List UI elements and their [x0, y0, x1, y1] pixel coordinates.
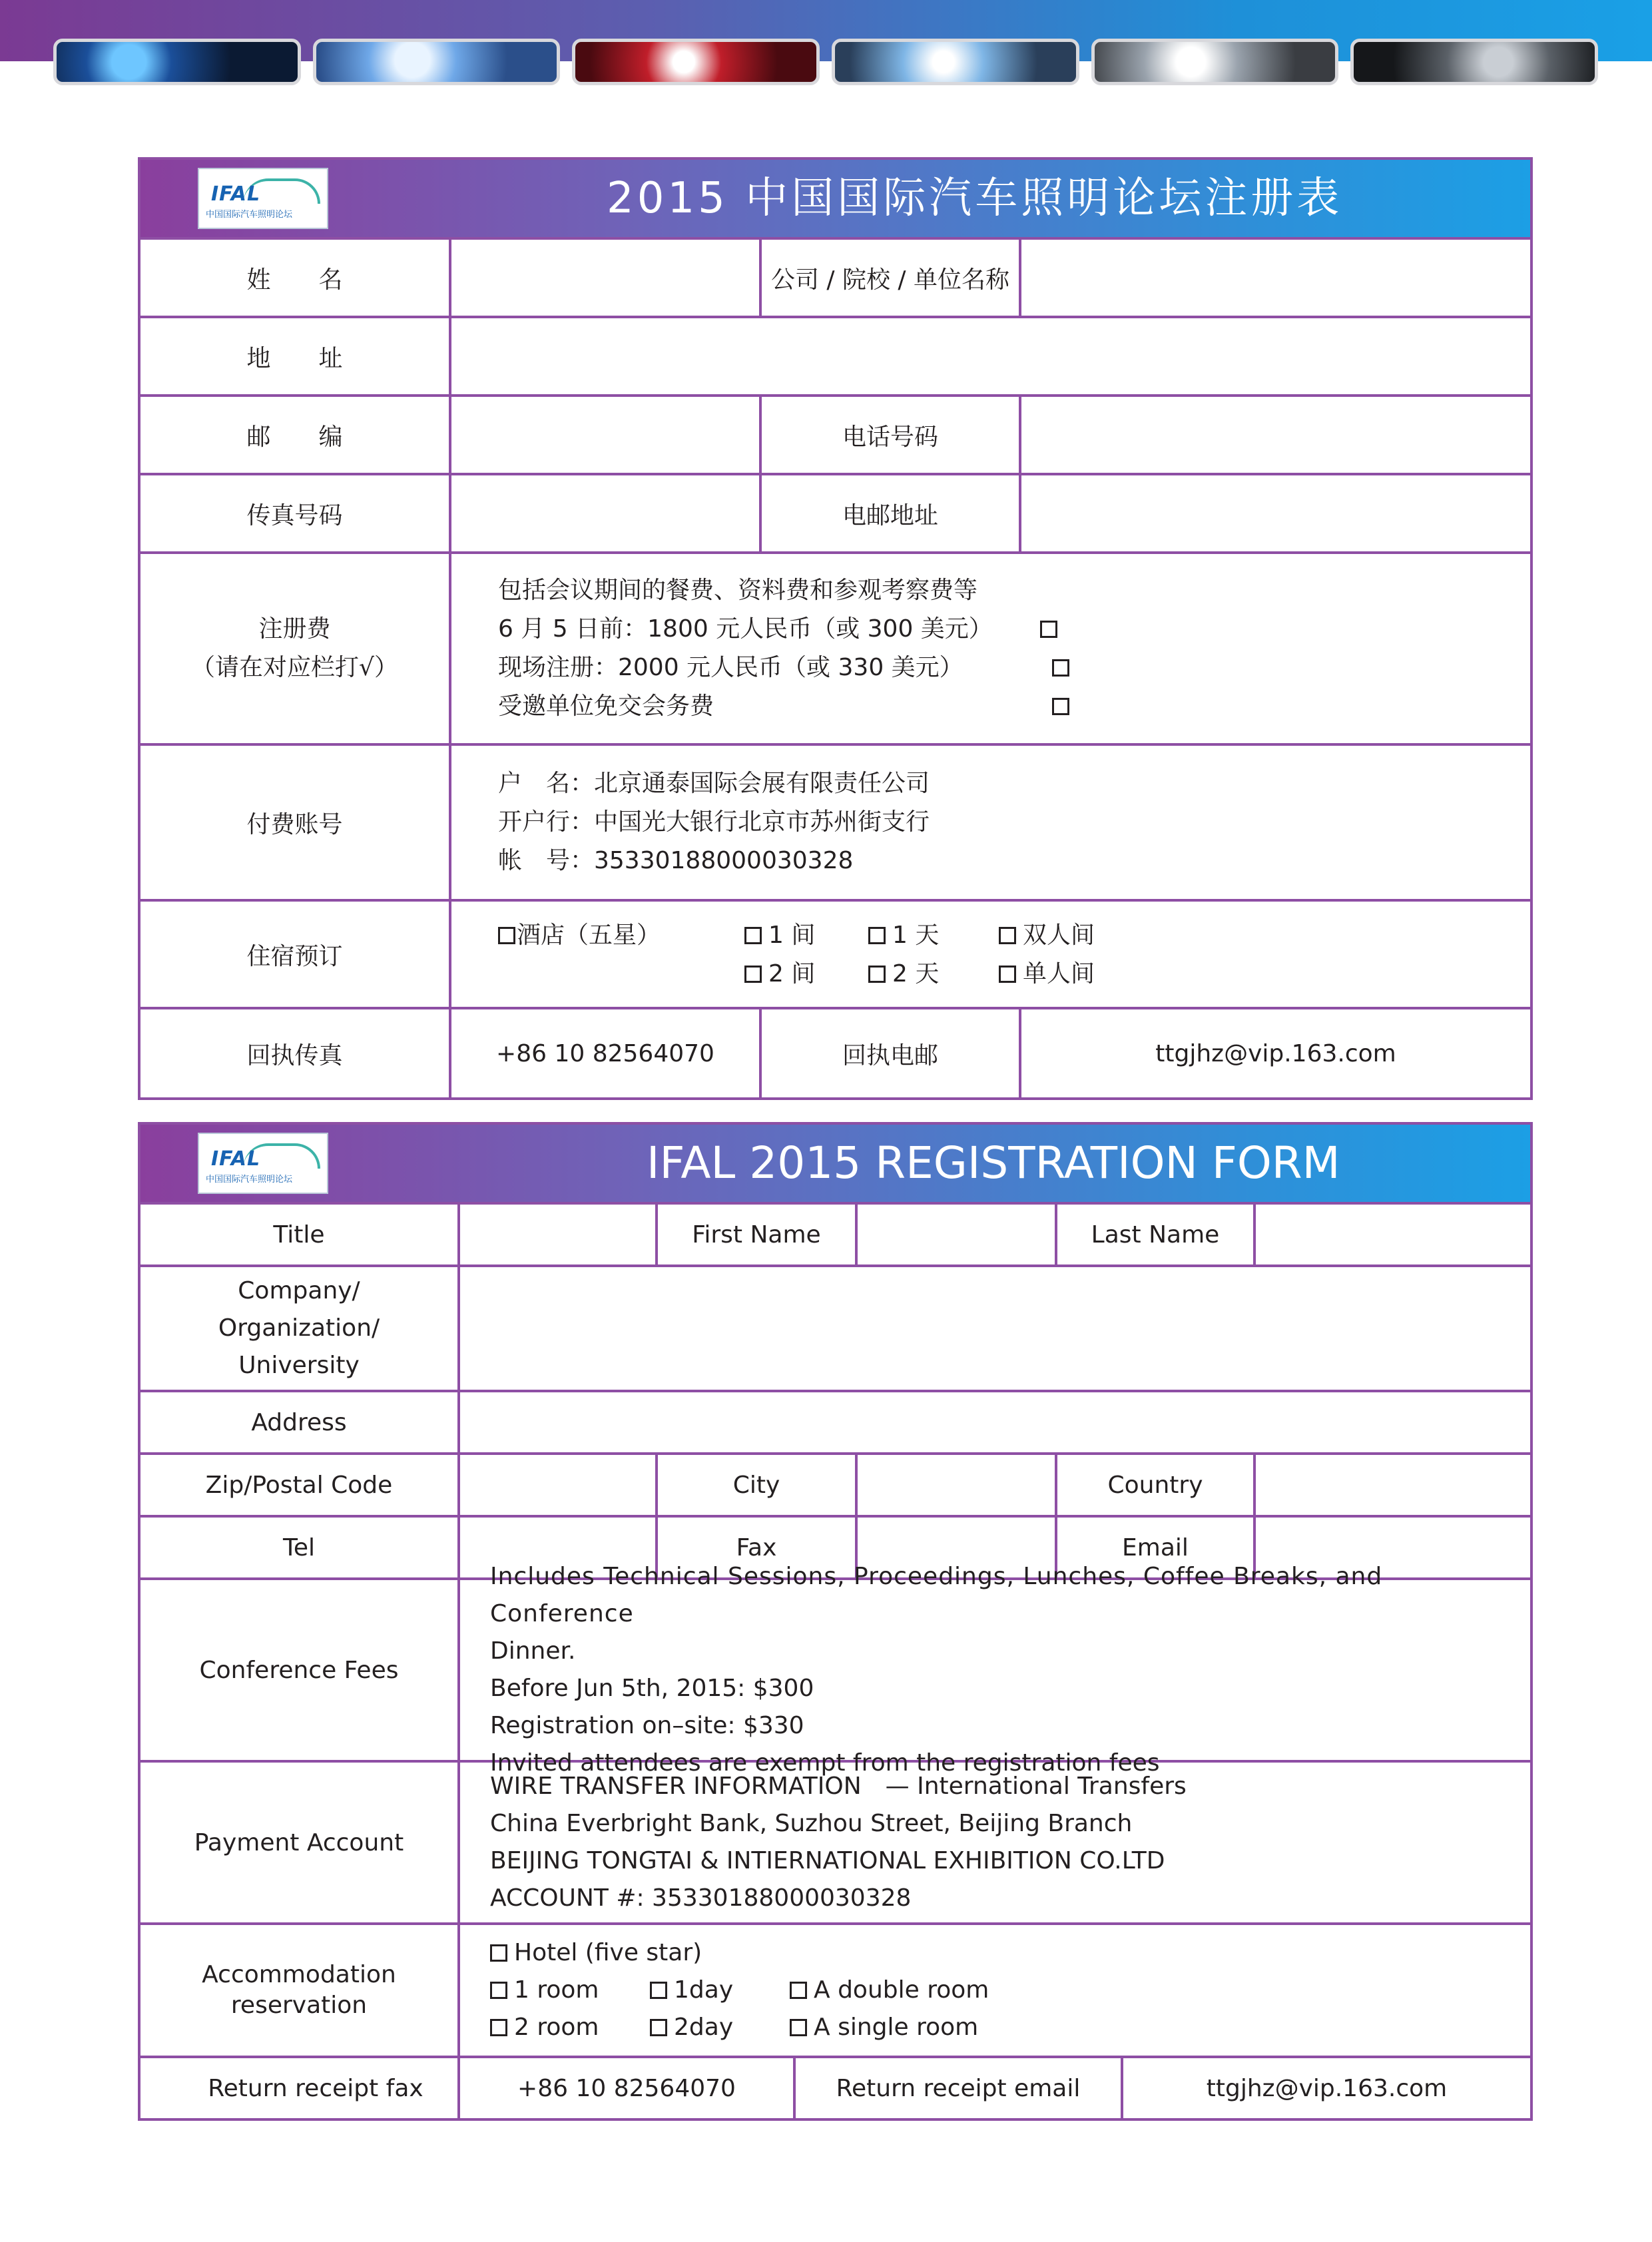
checkbox-icon[interactable] [868, 966, 886, 983]
fees-line: Before Jun 5th, 2015: $300 [490, 1675, 814, 1702]
checkbox-icon[interactable] [490, 1982, 507, 1999]
lodging-options [449, 902, 1530, 1007]
form-row [140, 743, 1530, 899]
form-row [140, 1760, 1530, 1922]
payment-line: China Everbright Bank, Suzhou Street, Beijing Branch [490, 1810, 1133, 1837]
payment-info [457, 1763, 1530, 1922]
fees-line: Registration on–site: $330 [490, 1712, 804, 1739]
english-registration-form [138, 1122, 1533, 2121]
receipt-fax-label: Return receipt fax [208, 2074, 423, 2102]
form-header [140, 1125, 1530, 1202]
company-label-line: Company/ [238, 1277, 360, 1304]
fee-option-invited[interactable] [498, 687, 1057, 726]
logo-text: IFAL [211, 1147, 261, 1171]
form-row [140, 237, 1530, 316]
accom-day2-option[interactable] [650, 2009, 790, 2046]
lodging-day2-label: 2 天 [892, 960, 940, 987]
lodging-day2-option[interactable] [868, 955, 999, 993]
name-label: 姓 名 [246, 266, 343, 294]
email-label: 电邮地址 [759, 475, 1019, 551]
fax-field[interactable] [449, 475, 759, 551]
form-title: IFAL 2015 REGISTRATION FORM [647, 1137, 1340, 1189]
headlight-photo [53, 39, 301, 85]
form-row [140, 316, 1530, 394]
accom-double-option[interactable] [790, 1972, 989, 2009]
accom-double-label: A double room [814, 1976, 989, 2004]
checkbox-icon[interactable] [744, 966, 762, 983]
checkbox-icon[interactable] [650, 2019, 667, 2036]
form-row [140, 473, 1530, 551]
form-header [140, 160, 1530, 237]
account-label: 付费账号 [246, 810, 343, 838]
company-label-line: University [238, 1352, 360, 1379]
accom-day1-label: 1day [674, 1976, 734, 2004]
receipt-email-label: Return receipt email [793, 2058, 1121, 2118]
checkbox-icon[interactable] [790, 2019, 807, 2036]
accom-label [140, 1925, 457, 2056]
address-label: Address [251, 1408, 347, 1436]
logo-subtitle: 中国国际汽车照明论坛 [206, 210, 293, 220]
checkbox-icon[interactable] [790, 1982, 807, 1999]
chinese-registration-form [138, 157, 1533, 1100]
lodging-label: 住宿预订 [246, 942, 343, 970]
accom-room2-option[interactable] [490, 2009, 650, 2046]
accom-hotel-option[interactable] [490, 1934, 702, 1972]
phone-field[interactable] [1019, 397, 1530, 473]
accom-room1-label: 1 room [514, 1976, 599, 2004]
fee-label [140, 554, 449, 743]
account-number: 帐 号：35330188000030328 [498, 847, 854, 874]
tel-label: Tel [282, 1534, 316, 1561]
payment-label: Payment Account [194, 1828, 404, 1856]
company-label-line: Organization/ [218, 1314, 380, 1342]
lodging-day1-label: 1 天 [892, 922, 940, 949]
zip-field[interactable] [457, 1455, 655, 1515]
receipt-fax-value: +86 10 82564070 [457, 2058, 793, 2118]
accom-label-line: Accommodation [202, 1961, 396, 1988]
address-label: 地 址 [246, 344, 343, 372]
headlight-photo [1091, 39, 1339, 85]
phone-label: 电话号码 [759, 397, 1019, 473]
fees-info [457, 1563, 1530, 1777]
form-row [140, 1922, 1530, 2056]
accom-day1-option[interactable] [650, 1972, 790, 2009]
fees-line: Dinner. [490, 1637, 576, 1665]
country-field[interactable] [1253, 1455, 1530, 1515]
headlight-photo [832, 39, 1079, 85]
company-field[interactable] [457, 1267, 1530, 1390]
form-row [140, 1202, 1530, 1264]
last-name-label: Last Name [1055, 1205, 1253, 1264]
lodging-single-option[interactable] [999, 955, 1095, 993]
lodging-room2-option[interactable] [744, 955, 868, 993]
payment-line: ACCOUNT #: 35330188000030328 [490, 1884, 912, 1912]
accom-day2-label: 2day [674, 2014, 734, 2041]
account-holder: 户 名：北京通泰国际会展有限责任公司 [498, 770, 930, 797]
email-label: Email [1055, 1518, 1253, 1577]
account-bank: 开户行：中国光大银行北京市苏州街支行 [498, 808, 930, 836]
fee-option-onsite-label: 现场注册：2000 元人民币（或 330 美元） [498, 654, 964, 681]
form-row [140, 1264, 1530, 1390]
fax-label: Fax [655, 1518, 855, 1577]
logo-text: IFAL [211, 182, 261, 206]
receipt-email-label: 回执电邮 [759, 1009, 1019, 1097]
country-label: Country [1055, 1455, 1253, 1515]
first-name-label: First Name [655, 1205, 855, 1264]
name-field[interactable] [449, 240, 759, 316]
fees-line: Includes Technical Sessions, Proceedings, Lunches, Coffee Breaks, and Conference [490, 1563, 1383, 1627]
fee-option-early-label: 6 月 5 日前：1800 元人民币（或 300 美元） [498, 615, 993, 643]
headlight-photo [1350, 39, 1598, 85]
accom-options [457, 1925, 1530, 2056]
form-row [140, 1390, 1530, 1452]
title-label: Title [273, 1221, 325, 1249]
checkbox-icon[interactable] [498, 927, 515, 944]
fee-option-onsite[interactable] [498, 649, 1057, 687]
lodging-double-label: 双人间 [1023, 922, 1095, 949]
fee-label-hint: （请在对应栏打√） [191, 654, 398, 681]
form-title: 2015 中国国际汽车照明论坛注册表 [607, 174, 1343, 223]
fee-option-invited-label: 受邀单位免交会务费 [498, 693, 714, 720]
account-info [449, 746, 1530, 899]
accom-room1-option[interactable] [490, 1972, 650, 2009]
lodging-day1-option[interactable] [868, 916, 999, 955]
headlight-photo [313, 39, 561, 85]
fee-description: 包括会议期间的餐费、资料费和参观考察费等 [498, 577, 978, 604]
fax-label: 传真号码 [246, 501, 343, 529]
title-field[interactable] [457, 1205, 655, 1264]
lodging-double-option[interactable] [999, 916, 1095, 955]
form-row [140, 1563, 1530, 1777]
receipt-fax-value: +86 10 82564070 [449, 1009, 759, 1097]
address-field[interactable] [449, 318, 1530, 394]
company-label [140, 1267, 457, 1390]
form-row [140, 1007, 1530, 1097]
ifal-logo [198, 1133, 328, 1194]
headlight-photo [572, 39, 820, 85]
fee-label-line: 注册费 [258, 615, 331, 643]
last-name-field[interactable] [1253, 1205, 1530, 1264]
checkbox-icon[interactable] [490, 2019, 507, 2036]
city-label: City [655, 1455, 855, 1515]
checkbox-icon[interactable] [650, 1982, 667, 1999]
checkbox-icon[interactable] [1040, 621, 1057, 638]
form-row [140, 1452, 1530, 1515]
payment-line: WIRE TRANSFER INFORMATION — International Transfers [490, 1773, 1187, 1800]
payment-line: BEIJING TONGTAI & INTIERNATIONAL EXHIBITION CO.LTD [490, 1847, 1165, 1874]
fees-label: Conference Fees [199, 1656, 399, 1684]
accom-room2-label: 2 room [514, 2014, 599, 2041]
lodging-single-label: 单人间 [1023, 960, 1095, 987]
accom-single-option[interactable] [790, 2009, 978, 2046]
ifal-logo [198, 168, 328, 229]
checkbox-icon[interactable] [1052, 698, 1069, 715]
accom-single-label: A single room [814, 2014, 979, 2041]
accom-hotel-label: Hotel (five star) [514, 1939, 702, 1966]
receipt-fax-label: 回执传真 [246, 1041, 343, 1069]
first-name-field[interactable] [855, 1205, 1055, 1264]
form-row [140, 551, 1530, 743]
lodging-room1-option[interactable] [744, 916, 868, 955]
checkbox-icon[interactable] [999, 927, 1016, 944]
lodging-room1-label: 1 间 [768, 922, 816, 949]
email-field[interactable] [1019, 475, 1530, 551]
zip-label: Zip/Postal Code [205, 1471, 393, 1499]
checkbox-icon[interactable] [868, 927, 886, 944]
city-field[interactable] [855, 1455, 1055, 1515]
checkbox-icon[interactable] [999, 966, 1016, 983]
checkbox-icon[interactable] [744, 927, 762, 944]
fee-option-early[interactable] [498, 610, 1057, 649]
accom-label-line: reservation [230, 1992, 368, 2019]
logo-subtitle: 中国国际汽车照明论坛 [206, 1175, 293, 1185]
receipt-email-value[interactable]: ttgjhz@vip.163.com [1019, 1009, 1530, 1097]
zip-field[interactable] [449, 397, 759, 473]
address-field[interactable] [457, 1392, 1530, 1452]
zip-label: 邮 编 [246, 423, 343, 451]
form-row [140, 899, 1530, 1007]
fee-options [449, 554, 1530, 743]
form-row [140, 394, 1530, 473]
org-field[interactable] [1019, 240, 1530, 316]
org-label: 公司 / 院校 / 单位名称 [759, 240, 1019, 316]
checkbox-icon[interactable] [490, 1944, 507, 1962]
lodging-room2-label: 2 间 [768, 960, 816, 987]
fees-line: Invited attendees are exempt from the registration fees [490, 1749, 1160, 1777]
checkbox-icon[interactable] [1052, 659, 1069, 677]
lodging-hotel-option[interactable] [498, 916, 744, 955]
form-row [140, 2056, 1530, 2118]
headlight-photo-strip [53, 39, 1598, 87]
receipt-email-value[interactable]: ttgjhz@vip.163.com [1121, 2058, 1530, 2118]
lodging-hotel-label: 酒店（五星） [517, 922, 661, 949]
